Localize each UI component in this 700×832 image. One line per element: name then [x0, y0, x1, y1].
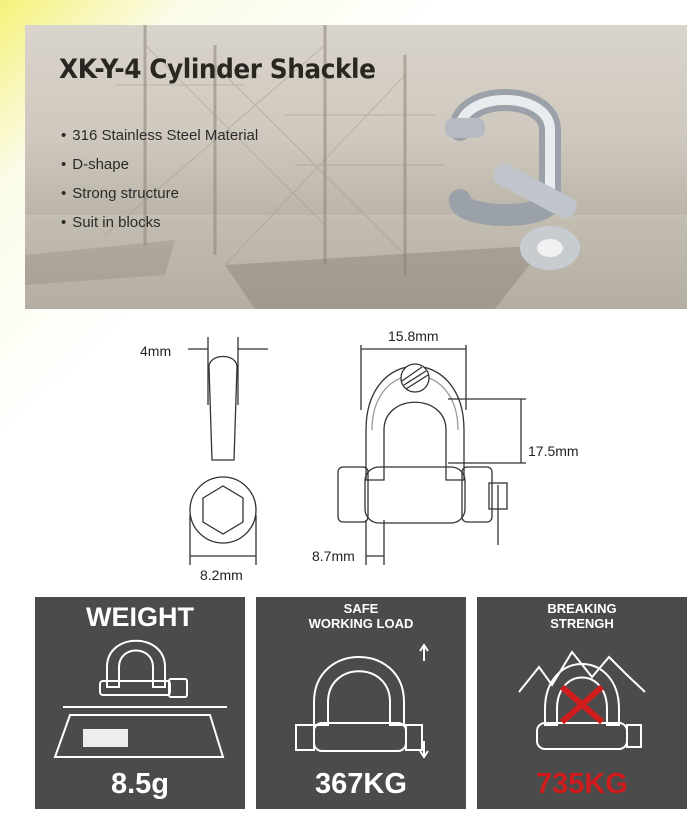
weight-value: 8.5g [110, 768, 170, 800]
breaking-value: 735KG [536, 768, 628, 800]
product-title: XK-Y-4 Cylinder Shackle [59, 54, 376, 85]
breaking-strength-panel [477, 597, 687, 809]
feature-item: • 316 Stainless Steel Material [61, 127, 259, 144]
pin-diameter-label: 4mm [140, 343, 172, 359]
feature-item: • Strong structure [61, 185, 179, 202]
feature-item: • Suit in blocks [61, 214, 161, 231]
safe-load-value: 367KG [315, 768, 407, 800]
safe-load-panel [256, 597, 466, 809]
feature-item: • D-shape [61, 156, 129, 173]
weight-panel [35, 597, 245, 809]
inner-height-label: 17.5mm [528, 443, 579, 459]
breaking-heading: BREAKING STRENGH [547, 601, 617, 631]
eye-width-label: 8.2mm [200, 567, 243, 583]
inner-width-label: 15.8mm [388, 328, 439, 344]
thickness-label: 8.7mm [312, 548, 355, 564]
safe-load-heading: SAFE WORKING LOAD [308, 601, 414, 631]
weight-heading: WEIGHT [86, 602, 194, 632]
feature-list [61, 121, 258, 237]
front-view-drawing [338, 345, 526, 565]
product-banner [25, 25, 687, 309]
side-view-drawing [188, 337, 268, 565]
